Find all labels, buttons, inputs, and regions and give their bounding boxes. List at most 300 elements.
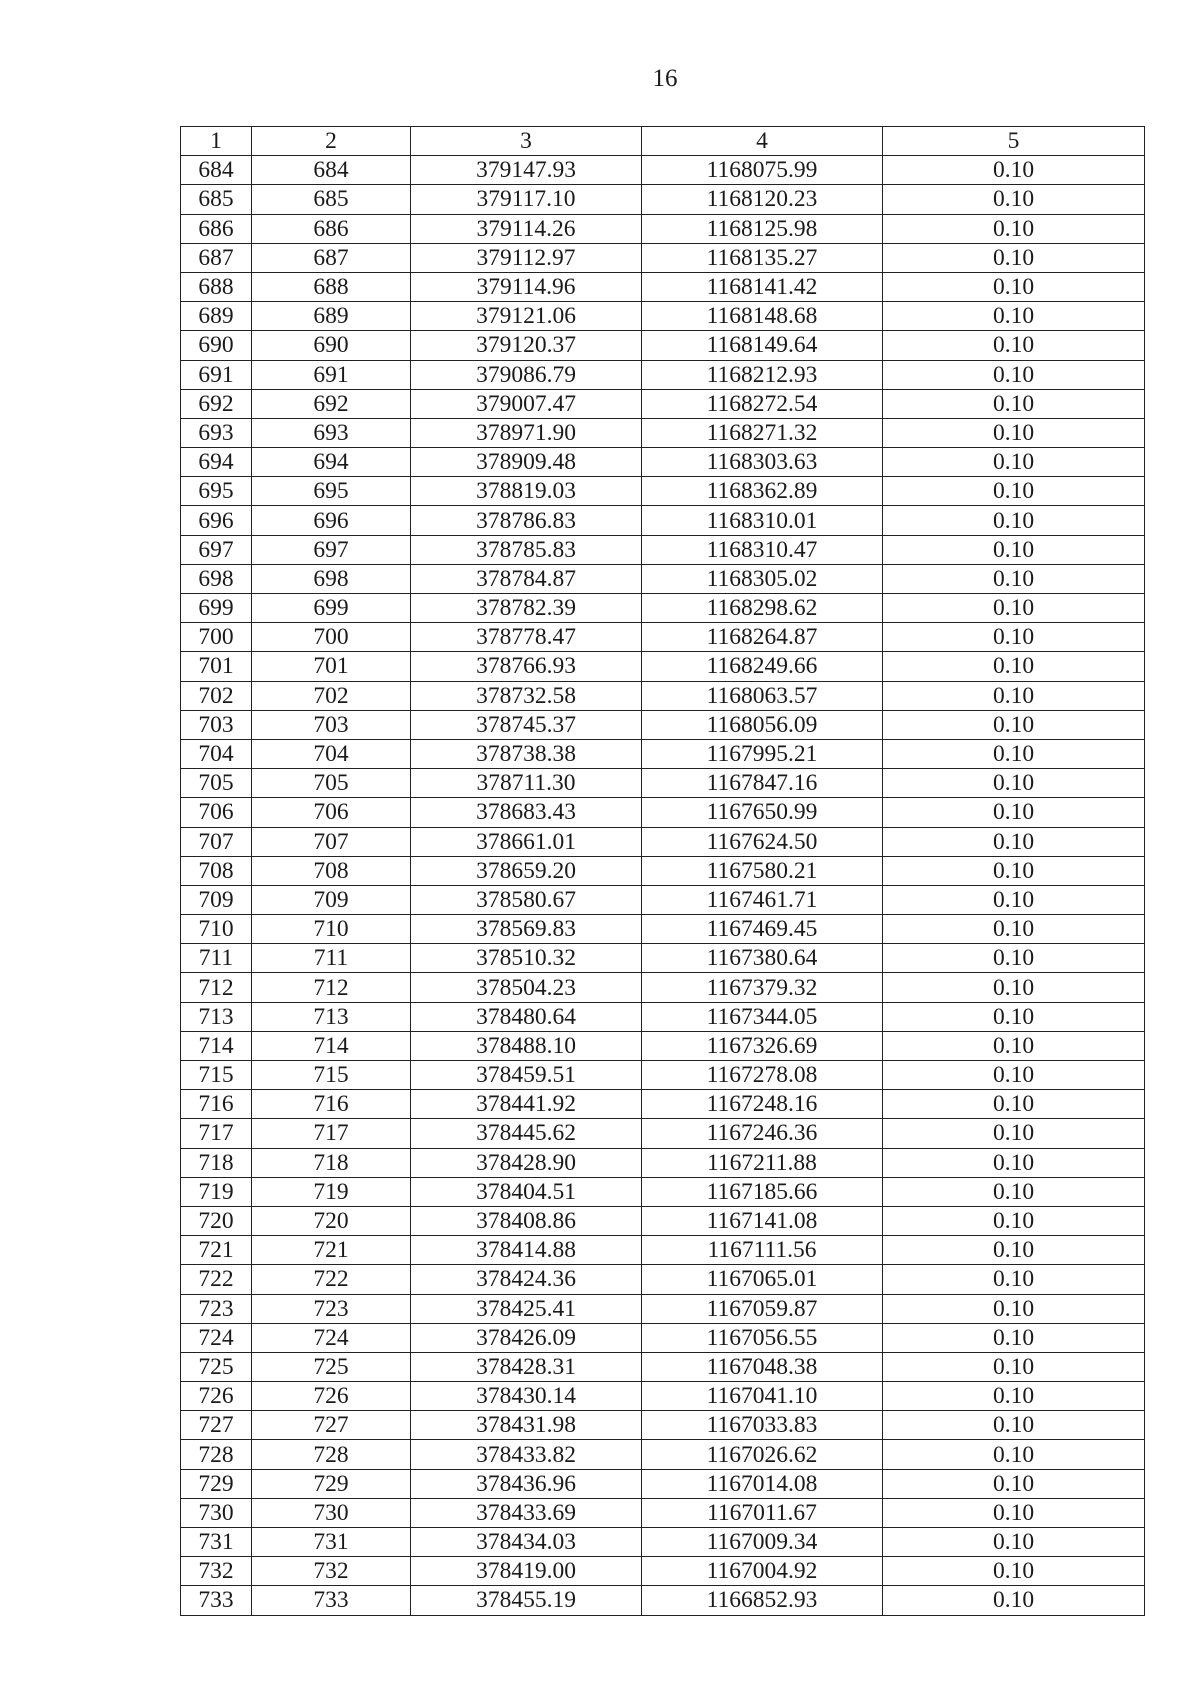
table-cell: 732 xyxy=(252,1557,411,1586)
table-cell: 728 xyxy=(181,1440,252,1469)
table-cell: 706 xyxy=(252,798,411,827)
table-cell: 0.10 xyxy=(883,973,1145,1002)
table-cell: 0.10 xyxy=(883,1352,1145,1381)
table-cell: 1167995.21 xyxy=(642,739,883,768)
table-cell: 1167246.36 xyxy=(642,1119,883,1148)
table-cell: 0.10 xyxy=(883,156,1145,185)
table-cell: 687 xyxy=(252,243,411,272)
table-cell: 730 xyxy=(252,1498,411,1527)
table-cell: 379120.37 xyxy=(411,331,642,360)
table-cell: 378459.51 xyxy=(411,1061,642,1090)
table-cell: 379007.47 xyxy=(411,389,642,418)
table-cell: 715 xyxy=(181,1061,252,1090)
table-cell: 0.10 xyxy=(883,1498,1145,1527)
table-cell: 1167014.08 xyxy=(642,1469,883,1498)
table-cell: 694 xyxy=(252,448,411,477)
table-cell: 379117.10 xyxy=(411,185,642,214)
table-cell: 703 xyxy=(181,710,252,739)
table-cell: 712 xyxy=(181,973,252,1002)
table-row xyxy=(181,243,1145,272)
table-cell: 716 xyxy=(181,1090,252,1119)
table-cell: 378419.00 xyxy=(411,1557,642,1586)
table-cell: 710 xyxy=(252,915,411,944)
table-cell: 1168305.02 xyxy=(642,564,883,593)
table-cell: 711 xyxy=(252,944,411,973)
table-cell: 0.10 xyxy=(883,331,1145,360)
table-row xyxy=(181,594,1145,623)
table-row xyxy=(181,1265,1145,1294)
table-cell: 1167847.16 xyxy=(642,769,883,798)
table-cell: 378408.86 xyxy=(411,1206,642,1235)
table-cell: 723 xyxy=(181,1294,252,1323)
table-cell: 685 xyxy=(181,185,252,214)
table-cell: 378819.03 xyxy=(411,477,642,506)
table-cell: 0.10 xyxy=(883,1294,1145,1323)
table-cell: 699 xyxy=(252,594,411,623)
table-cell: 697 xyxy=(181,535,252,564)
table-cell: 1166852.93 xyxy=(642,1586,883,1615)
table-row xyxy=(181,1382,1145,1411)
table-cell: 717 xyxy=(181,1119,252,1148)
table-cell: 1167011.67 xyxy=(642,1498,883,1527)
table-cell: 378766.93 xyxy=(411,652,642,681)
table-row xyxy=(181,1206,1145,1235)
table-cell: 700 xyxy=(252,623,411,652)
table-row xyxy=(181,739,1145,768)
table-cell: 725 xyxy=(252,1352,411,1381)
table-row xyxy=(181,1557,1145,1586)
table-cell: 0.10 xyxy=(883,652,1145,681)
table-cell: 0.10 xyxy=(883,477,1145,506)
table-header-row xyxy=(181,127,1145,156)
table-cell: 1168063.57 xyxy=(642,681,883,710)
table-cell: 713 xyxy=(252,1002,411,1031)
table-cell: 0.10 xyxy=(883,681,1145,710)
coordinates-table xyxy=(180,126,1145,1616)
table-cell: 378683.43 xyxy=(411,798,642,827)
table-cell: 0.10 xyxy=(883,564,1145,593)
table-cell: 728 xyxy=(252,1440,411,1469)
table-row xyxy=(181,564,1145,593)
table-body xyxy=(181,156,1145,1615)
table-row xyxy=(181,1469,1145,1498)
table-cell: 379121.06 xyxy=(411,302,642,331)
table-cell: 714 xyxy=(252,1031,411,1060)
table-cell: 705 xyxy=(252,769,411,798)
table-cell: 730 xyxy=(181,1498,252,1527)
table-cell: 696 xyxy=(252,506,411,535)
table-cell: 378436.96 xyxy=(411,1469,642,1498)
table-cell: 1168310.47 xyxy=(642,535,883,564)
table-cell: 705 xyxy=(181,769,252,798)
table-row xyxy=(181,331,1145,360)
table-cell: 1167009.34 xyxy=(642,1528,883,1557)
table-cell: 1167580.21 xyxy=(642,856,883,885)
table-row xyxy=(181,769,1145,798)
table-cell: 1167056.55 xyxy=(642,1323,883,1352)
table-cell: 378414.88 xyxy=(411,1236,642,1265)
table-cell: 378659.20 xyxy=(411,856,642,885)
table-cell: 1167380.64 xyxy=(642,944,883,973)
table-cell: 378428.31 xyxy=(411,1352,642,1381)
table-cell: 378711.30 xyxy=(411,769,642,798)
table-cell: 694 xyxy=(181,448,252,477)
table-cell: 378569.83 xyxy=(411,915,642,944)
table-row xyxy=(181,1177,1145,1206)
table-row xyxy=(181,506,1145,535)
table-cell: 720 xyxy=(181,1206,252,1235)
table-row xyxy=(181,1061,1145,1090)
table-cell: 0.10 xyxy=(883,885,1145,914)
table-cell: 378745.37 xyxy=(411,710,642,739)
table-row xyxy=(181,272,1145,301)
table-cell: 707 xyxy=(181,827,252,856)
table-cell: 732 xyxy=(181,1557,252,1586)
table-cell: 0.10 xyxy=(883,1002,1145,1031)
table-cell: 708 xyxy=(252,856,411,885)
table-cell: 684 xyxy=(181,156,252,185)
table-cell: 0.10 xyxy=(883,214,1145,243)
table-row xyxy=(181,1236,1145,1265)
table-cell: 378480.64 xyxy=(411,1002,642,1031)
table-cell: 0.10 xyxy=(883,1148,1145,1177)
table-cell: 0.10 xyxy=(883,448,1145,477)
table-cell: 731 xyxy=(181,1528,252,1557)
table-cell: 1167185.66 xyxy=(642,1177,883,1206)
table-row xyxy=(181,1148,1145,1177)
table-cell: 692 xyxy=(252,389,411,418)
table-row xyxy=(181,156,1145,185)
table-cell: 685 xyxy=(252,185,411,214)
table-cell: 378426.09 xyxy=(411,1323,642,1352)
table-cell: 1167248.16 xyxy=(642,1090,883,1119)
table-cell: 378909.48 xyxy=(411,448,642,477)
table-cell: 378428.90 xyxy=(411,1148,642,1177)
table-cell: 718 xyxy=(181,1148,252,1177)
table-cell: 684 xyxy=(252,156,411,185)
table-cell: 378433.82 xyxy=(411,1440,642,1469)
table-cell: 0.10 xyxy=(883,1090,1145,1119)
table-cell: 0.10 xyxy=(883,1119,1145,1148)
table-cell: 0.10 xyxy=(883,1323,1145,1352)
table-cell: 703 xyxy=(252,710,411,739)
table-cell: 717 xyxy=(252,1119,411,1148)
table-cell: 690 xyxy=(181,331,252,360)
table-row xyxy=(181,856,1145,885)
table-cell: 693 xyxy=(252,418,411,447)
table-cell: 1167004.92 xyxy=(642,1557,883,1586)
table-cell: 0.10 xyxy=(883,827,1145,856)
table-cell: 378431.98 xyxy=(411,1411,642,1440)
page-number: 16 xyxy=(652,65,678,92)
table-cell: 702 xyxy=(252,681,411,710)
table-row xyxy=(181,1498,1145,1527)
table-cell: 1167326.69 xyxy=(642,1031,883,1060)
table-cell: 0.10 xyxy=(883,506,1145,535)
table-cell: 0.10 xyxy=(883,856,1145,885)
table-cell: 0.10 xyxy=(883,1557,1145,1586)
table-cell: 0.10 xyxy=(883,710,1145,739)
table-cell: 379112.97 xyxy=(411,243,642,272)
table-row xyxy=(181,214,1145,243)
table-cell: 697 xyxy=(252,535,411,564)
table-cell: 0.10 xyxy=(883,1031,1145,1060)
table-cell: 726 xyxy=(252,1382,411,1411)
table-cell: 0.10 xyxy=(883,418,1145,447)
table-cell: 691 xyxy=(252,360,411,389)
table-cell: 709 xyxy=(181,885,252,914)
table-row xyxy=(181,681,1145,710)
table-cell: 378580.67 xyxy=(411,885,642,914)
table-row xyxy=(181,710,1145,739)
table-cell: 1167065.01 xyxy=(642,1265,883,1294)
table-cell: 722 xyxy=(181,1265,252,1294)
table-cell: 0.10 xyxy=(883,1177,1145,1206)
table-cell: 378441.92 xyxy=(411,1090,642,1119)
table-cell: 1168303.63 xyxy=(642,448,883,477)
table-cell: 0.10 xyxy=(883,360,1145,389)
table-cell: 729 xyxy=(252,1469,411,1498)
table-row xyxy=(181,623,1145,652)
table-cell: 378504.23 xyxy=(411,973,642,1002)
table-cell: 378732.58 xyxy=(411,681,642,710)
table-cell: 706 xyxy=(181,798,252,827)
table-cell: 1167048.38 xyxy=(642,1352,883,1381)
table-cell: 378786.83 xyxy=(411,506,642,535)
column-header: 3 xyxy=(411,127,642,156)
table-row xyxy=(181,915,1145,944)
table-row xyxy=(181,1323,1145,1352)
table-row xyxy=(181,535,1145,564)
table-cell: 1168212.93 xyxy=(642,360,883,389)
table-cell: 379114.26 xyxy=(411,214,642,243)
table-cell: 727 xyxy=(181,1411,252,1440)
table-row xyxy=(181,1440,1145,1469)
table-cell: 1168362.89 xyxy=(642,477,883,506)
table-cell: 721 xyxy=(181,1236,252,1265)
table-cell: 0.10 xyxy=(883,1265,1145,1294)
table-cell: 702 xyxy=(181,681,252,710)
table-cell: 378784.87 xyxy=(411,564,642,593)
table-cell: 0.10 xyxy=(883,1061,1145,1090)
table-row xyxy=(181,185,1145,214)
table-cell: 378404.51 xyxy=(411,1177,642,1206)
table-cell: 1168056.09 xyxy=(642,710,883,739)
column-header: 2 xyxy=(252,127,411,156)
table-cell: 1168272.54 xyxy=(642,389,883,418)
table-cell: 707 xyxy=(252,827,411,856)
table-cell: 378430.14 xyxy=(411,1382,642,1411)
table-cell: 0.10 xyxy=(883,1586,1145,1615)
table-cell: 699 xyxy=(181,594,252,623)
table-cell: 704 xyxy=(181,739,252,768)
table-cell: 715 xyxy=(252,1061,411,1090)
table-cell: 1167624.50 xyxy=(642,827,883,856)
table-cell: 0.10 xyxy=(883,623,1145,652)
table-cell: 378425.41 xyxy=(411,1294,642,1323)
column-header: 1 xyxy=(181,127,252,156)
table-cell: 0.10 xyxy=(883,389,1145,418)
table-cell: 700 xyxy=(181,623,252,652)
table-cell: 733 xyxy=(252,1586,411,1615)
table-cell: 1168249.66 xyxy=(642,652,883,681)
table-cell: 1168125.98 xyxy=(642,214,883,243)
table-row xyxy=(181,1119,1145,1148)
table-cell: 1167041.10 xyxy=(642,1382,883,1411)
table-row xyxy=(181,1411,1145,1440)
table-row xyxy=(181,1031,1145,1060)
column-header: 4 xyxy=(642,127,883,156)
table-row xyxy=(181,885,1145,914)
table-cell: 1167344.05 xyxy=(642,1002,883,1031)
table-cell: 378778.47 xyxy=(411,623,642,652)
table-cell: 378738.38 xyxy=(411,739,642,768)
table-cell: 0.10 xyxy=(883,915,1145,944)
table-cell: 695 xyxy=(252,477,411,506)
table-row xyxy=(181,1002,1145,1031)
table-cell: 1167650.99 xyxy=(642,798,883,827)
table-row xyxy=(181,418,1145,447)
table-cell: 1167461.71 xyxy=(642,885,883,914)
table-cell: 721 xyxy=(252,1236,411,1265)
table-cell: 1167278.08 xyxy=(642,1061,883,1090)
table-cell: 710 xyxy=(181,915,252,944)
table-cell: 689 xyxy=(181,302,252,331)
table-row xyxy=(181,798,1145,827)
table-cell: 379114.96 xyxy=(411,272,642,301)
table-row xyxy=(181,448,1145,477)
table-cell: 696 xyxy=(181,506,252,535)
table-cell: 0.10 xyxy=(883,769,1145,798)
table-row xyxy=(181,1090,1145,1119)
table-cell: 1167141.08 xyxy=(642,1206,883,1235)
table-cell: 0.10 xyxy=(883,535,1145,564)
table-cell: 1168149.64 xyxy=(642,331,883,360)
table-cell: 712 xyxy=(252,973,411,1002)
table-row xyxy=(181,389,1145,418)
table-cell: 1168120.23 xyxy=(642,185,883,214)
table-cell: 686 xyxy=(181,214,252,243)
table-cell: 687 xyxy=(181,243,252,272)
table-cell: 1167111.56 xyxy=(642,1236,883,1265)
table-cell: 723 xyxy=(252,1294,411,1323)
table-row xyxy=(181,1528,1145,1557)
table-cell: 701 xyxy=(252,652,411,681)
table-cell: 692 xyxy=(181,389,252,418)
table-cell: 379147.93 xyxy=(411,156,642,185)
table-cell: 719 xyxy=(252,1177,411,1206)
table-cell: 711 xyxy=(181,944,252,973)
table-cell: 719 xyxy=(181,1177,252,1206)
table-cell: 688 xyxy=(252,272,411,301)
table-row xyxy=(181,1586,1145,1615)
table-cell: 0.10 xyxy=(883,243,1145,272)
table-cell: 1168310.01 xyxy=(642,506,883,535)
table-row xyxy=(181,827,1145,856)
table-cell: 724 xyxy=(181,1323,252,1352)
table-cell: 378434.03 xyxy=(411,1528,642,1557)
table-cell: 0.10 xyxy=(883,1206,1145,1235)
table-cell: 1168135.27 xyxy=(642,243,883,272)
table-cell: 378785.83 xyxy=(411,535,642,564)
table-cell: 0.10 xyxy=(883,1469,1145,1498)
table-cell: 1168264.87 xyxy=(642,623,883,652)
table-row xyxy=(181,944,1145,973)
table-cell: 714 xyxy=(181,1031,252,1060)
table-cell: 724 xyxy=(252,1323,411,1352)
table-cell: 1168271.32 xyxy=(642,418,883,447)
table-cell: 0.10 xyxy=(883,1411,1145,1440)
table-row xyxy=(181,1294,1145,1323)
table-cell: 1167026.62 xyxy=(642,1440,883,1469)
table-cell: 378488.10 xyxy=(411,1031,642,1060)
table-cell: 698 xyxy=(252,564,411,593)
table-cell: 693 xyxy=(181,418,252,447)
table-cell: 0.10 xyxy=(883,185,1145,214)
table-cell: 726 xyxy=(181,1382,252,1411)
table-cell: 0.10 xyxy=(883,1440,1145,1469)
table-cell: 722 xyxy=(252,1265,411,1294)
table-row xyxy=(181,360,1145,389)
table-cell: 378445.62 xyxy=(411,1119,642,1148)
table-cell: 378782.39 xyxy=(411,594,642,623)
table-cell: 0.10 xyxy=(883,1528,1145,1557)
table-cell: 716 xyxy=(252,1090,411,1119)
table-cell: 725 xyxy=(181,1352,252,1381)
table-cell: 0.10 xyxy=(883,944,1145,973)
table-cell: 0.10 xyxy=(883,798,1145,827)
table-cell: 729 xyxy=(181,1469,252,1498)
table-cell: 378433.69 xyxy=(411,1498,642,1527)
table-cell: 1167379.32 xyxy=(642,973,883,1002)
table-cell: 378661.01 xyxy=(411,827,642,856)
table-cell: 0.10 xyxy=(883,1382,1145,1411)
table-cell: 1167059.87 xyxy=(642,1294,883,1323)
table-cell: 695 xyxy=(181,477,252,506)
table-cell: 378510.32 xyxy=(411,944,642,973)
table-cell: 689 xyxy=(252,302,411,331)
table-cell: 379086.79 xyxy=(411,360,642,389)
table-cell: 708 xyxy=(181,856,252,885)
table-cell: 688 xyxy=(181,272,252,301)
table-cell: 1167033.83 xyxy=(642,1411,883,1440)
table-cell: 720 xyxy=(252,1206,411,1235)
table-cell: 378971.90 xyxy=(411,418,642,447)
table-cell: 378424.36 xyxy=(411,1265,642,1294)
table-cell: 0.10 xyxy=(883,302,1145,331)
table-cell: 713 xyxy=(181,1002,252,1031)
table-cell: 1168075.99 xyxy=(642,156,883,185)
table-cell: 1167469.45 xyxy=(642,915,883,944)
table-row xyxy=(181,973,1145,1002)
table-cell: 1167211.88 xyxy=(642,1148,883,1177)
table-row xyxy=(181,302,1145,331)
table-cell: 0.10 xyxy=(883,739,1145,768)
table-cell: 0.10 xyxy=(883,594,1145,623)
table-cell: 704 xyxy=(252,739,411,768)
table-cell: 1168148.68 xyxy=(642,302,883,331)
table-cell: 378455.19 xyxy=(411,1586,642,1615)
table-cell: 690 xyxy=(252,331,411,360)
table-cell: 701 xyxy=(181,652,252,681)
table-cell: 0.10 xyxy=(883,272,1145,301)
table-row xyxy=(181,652,1145,681)
table-cell: 0.10 xyxy=(883,1236,1145,1265)
table-cell: 691 xyxy=(181,360,252,389)
table-row xyxy=(181,477,1145,506)
table-cell: 709 xyxy=(252,885,411,914)
table-cell: 1168141.42 xyxy=(642,272,883,301)
